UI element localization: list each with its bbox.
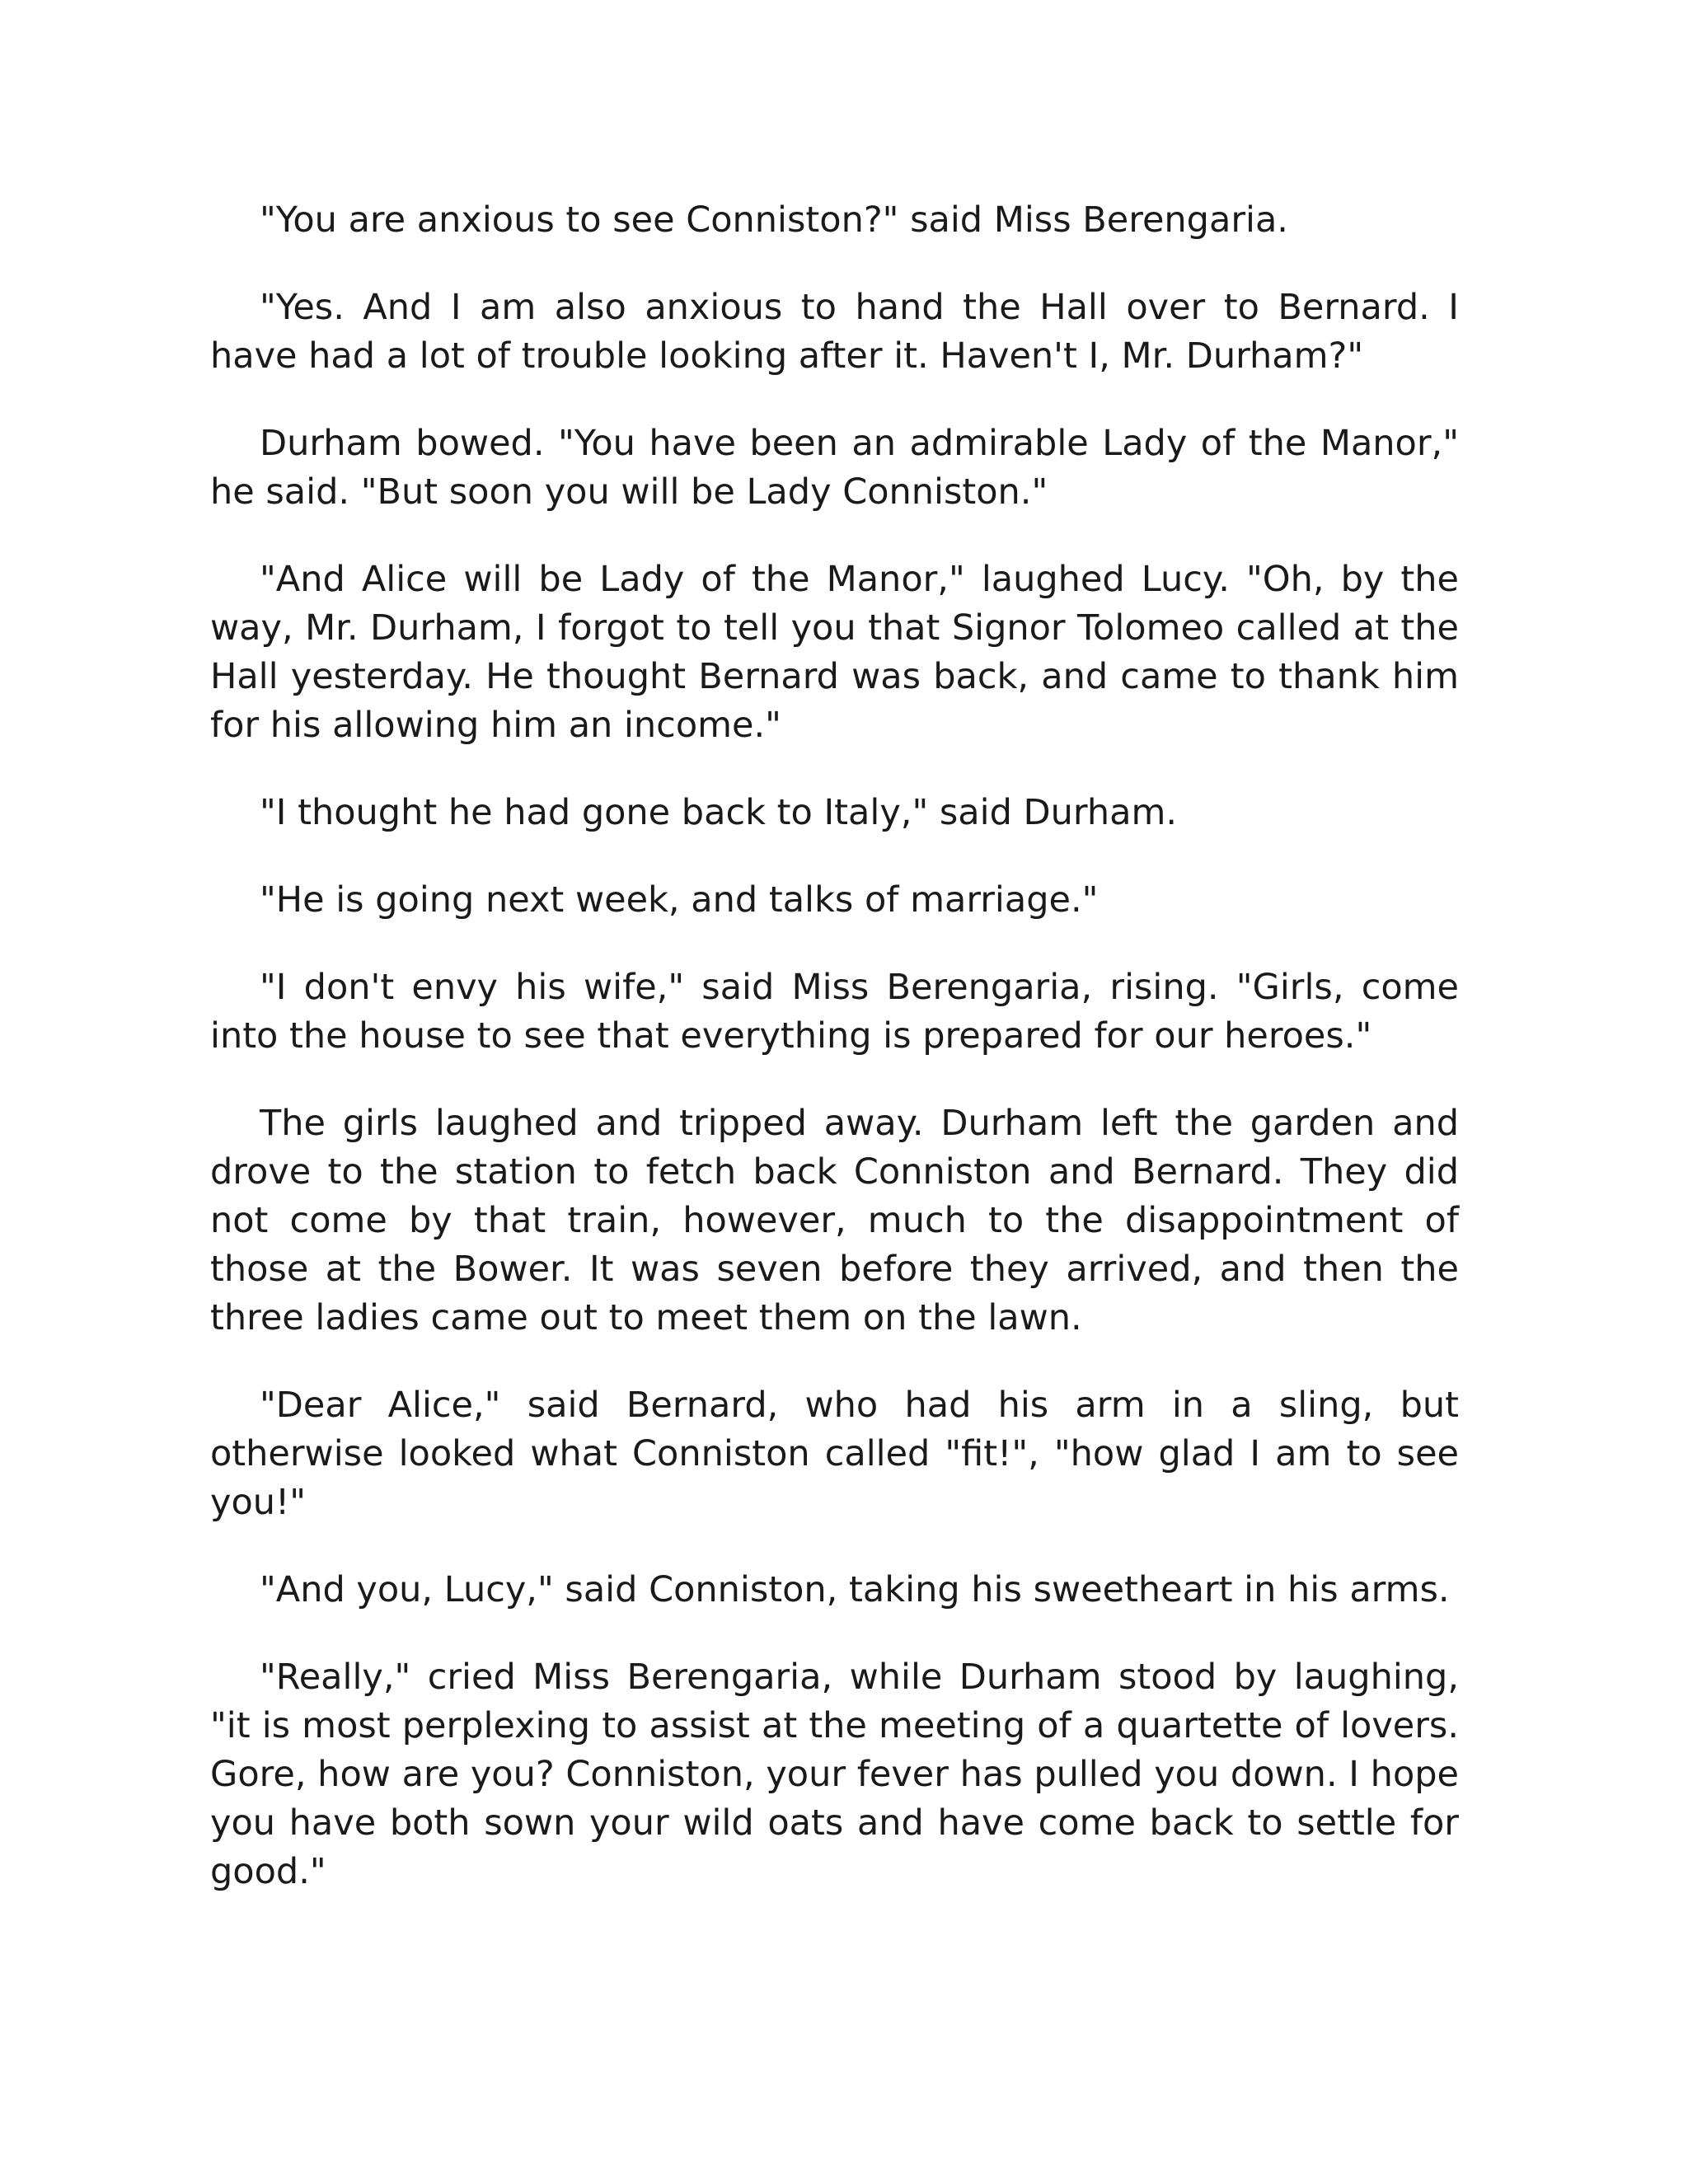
- paragraph: "And Alice will be Lady of the Manor," laughed Lucy. "Oh, by the way, Mr. Durham, I forgot to tell you that Signor Tolomeo called at the Hall yesterday. He thought Bernard was back, and came to thank him for his allowing him an income.": [210, 559, 1459, 746]
- paragraph: "I don't envy his wife," said Miss Berengaria, rising. "Girls, come into the house to see that everything is prepared for our heroes.": [210, 967, 1459, 1057]
- body-text: [210, 196, 1459, 1896]
- paragraph: "You are anxious to see Conniston?" said Miss Berengaria.: [260, 199, 1288, 241]
- paragraph: The girls laughed and tripped away. Durham left the garden and drove to the station to fetch back Conniston and Bernard. They did not come by that train, however, much to the disappointment of those at the Bower. It was seven before they arrived, and then the three ladies came out to meet them on the lawn.: [210, 1103, 1459, 1338]
- paragraph: "He is going next week, and talks of marriage.": [260, 879, 1099, 921]
- paragraph: "I thought he had gone back to Italy," said Durham.: [260, 792, 1178, 833]
- paragraph: "Really," cried Miss Berengaria, while Durham stood by laughing, "it is most perplexing to assist at the meeting of a quartette of lovers. Gore, how are you? Conniston, your fever has pulled you down. I hope you have both sown your wild oats and have come back to settle for good.": [210, 1657, 1459, 1892]
- paragraph: "Dear Alice," said Bernard, who had his arm in a sling, but otherwise looked what Conniston called "fit!", "how glad I am to see you!": [210, 1385, 1459, 1523]
- paragraph: "Yes. And I am also anxious to hand the Hall over to Bernard. I have had a lot of trouble looking after it. Haven't I, Mr. Durham?": [210, 287, 1459, 377]
- paragraph: Durham bowed. "You have been an admirable Lady of the Manor," he said. "But soon you will be Lady Conniston.": [210, 423, 1459, 513]
- paragraph: "And you, Lucy," said Conniston, taking his sweetheart in his arms.: [260, 1569, 1450, 1610]
